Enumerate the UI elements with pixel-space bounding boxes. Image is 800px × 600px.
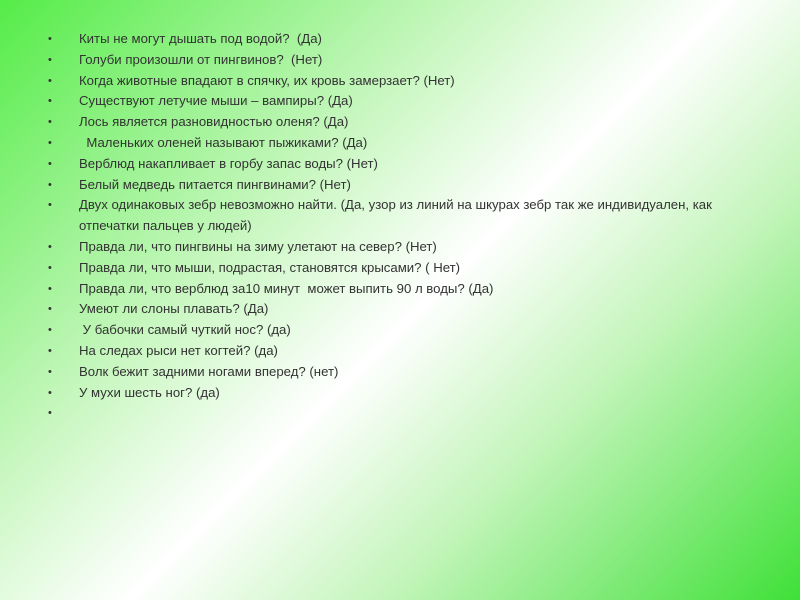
list-item-text: У бабочки самый чуткий нос? (да) (79, 322, 291, 338)
list-item (48, 299, 748, 320)
list-item-text: На следах рыси нет когтей? (да) (79, 342, 278, 358)
list-item-text: Голуби произошли от пингвинов? (Нет) (79, 51, 323, 67)
list-item (48, 258, 748, 279)
bullet-icon: • (48, 178, 52, 191)
list-item (48, 195, 748, 237)
list-item (48, 133, 748, 154)
list-item-text: Белый медведь питается пингвинами? (Нет) (79, 176, 351, 192)
list-item-text: Правда ли, что мыши, подрастая, становятся крысами? ( Нет) (79, 259, 461, 275)
list-item (48, 362, 748, 383)
bullet-icon: • (48, 136, 52, 149)
list-item (48, 341, 748, 362)
question-list (48, 29, 748, 420)
bullet-icon: • (48, 240, 52, 253)
list-item (48, 91, 748, 112)
bullet-icon: • (48, 157, 52, 170)
bullet-icon: • (48, 53, 52, 66)
bullet-icon: • (48, 33, 52, 45)
list-item-text: Существуют летучие мыши – вампиры? (Да) (79, 93, 353, 109)
list-item (48, 237, 748, 258)
list-item (48, 320, 748, 341)
bullet-icon: • (48, 344, 52, 357)
bullet-icon: • (48, 386, 52, 399)
bullet-icon: • (48, 407, 52, 420)
bullet-icon: • (48, 261, 52, 274)
bullet-icon: • (48, 199, 52, 212)
list-item (48, 175, 748, 196)
list-item-text: Киты не могут дышать под водой? (Да) (79, 31, 322, 46)
bullet-icon: • (48, 324, 52, 337)
list-item (48, 29, 748, 50)
list-item (48, 71, 748, 92)
list-item-text: Двух одинаковых зебр невозможно найти. (Да, узор из линий на шкурах зебр так же индивидуален, как отпечатки пальцев у людей) (79, 197, 716, 234)
list-item-text: Правда ли, что верблюд за10 минут может выпить 90 л воды? (Да) (79, 280, 494, 296)
list-item-text: У мухи шесть ног? (да) (79, 384, 220, 400)
list-item-text: Волк бежит задними ногами вперед? (нет) (79, 363, 339, 379)
bullet-icon: • (48, 74, 52, 87)
list-item (48, 154, 748, 175)
list-item (48, 383, 748, 404)
bullet-icon: • (48, 116, 52, 129)
bullet-icon: • (48, 95, 52, 108)
bullet-icon: • (48, 303, 52, 316)
list-item-text: Маленьких оленей называют пыжиками? (Да) (79, 134, 368, 150)
list-item (48, 112, 748, 133)
list-item-text: Когда животные впадают в спячку, их кровь замерзает? (Нет) (79, 72, 455, 88)
bullet-icon: • (48, 282, 52, 295)
list-item (48, 50, 748, 71)
list-item-text: Верблюд накапливает в горбу запас воды? (Нет) (79, 155, 378, 171)
bullet-icon: • (48, 365, 52, 378)
list-item-text: Умеют ли слоны плавать? (Да) (79, 301, 269, 317)
list-item (48, 279, 748, 300)
list-item-text: Правда ли, что пингвины на зиму улетают на север? (Нет) (79, 238, 437, 254)
list-item-text: Лось является разновидностью оленя? (Да) (79, 114, 349, 130)
